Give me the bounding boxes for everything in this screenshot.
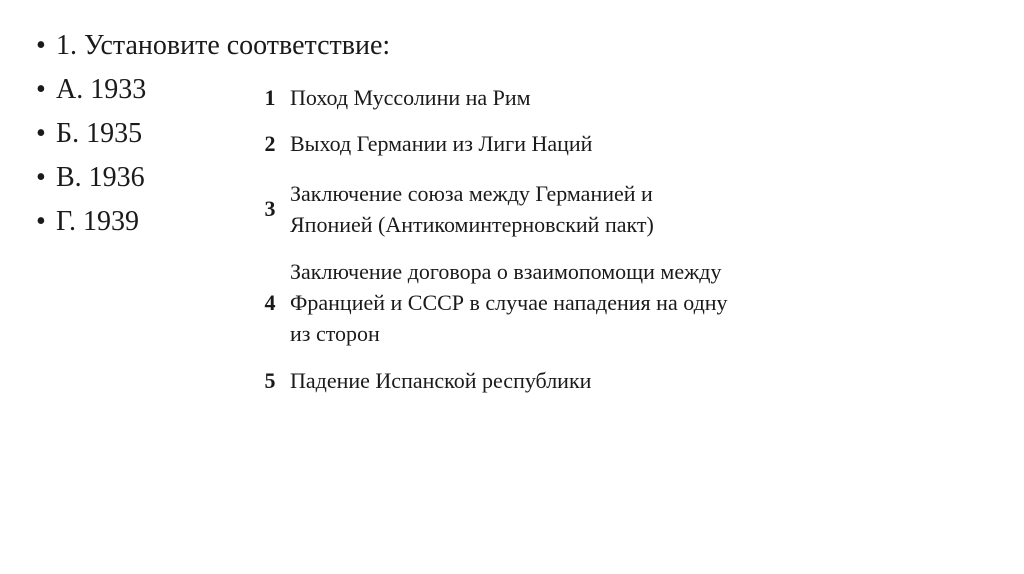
bullet-text: 1. Установите соответствие: [56, 30, 391, 61]
bullet-icon: • [36, 74, 46, 105]
event-text [290, 358, 820, 402]
bullet-item-task [36, 31, 390, 61]
bullet-icon: • [36, 30, 46, 61]
bullet-icon: • [36, 118, 46, 149]
event-line: Францией и СССР в случае нападения на одну [290, 290, 728, 315]
event-row [250, 247, 820, 358]
event-line: Поход Муссолини на Рим [290, 84, 531, 110]
event-line: из сторон [290, 321, 380, 346]
event-line: Выход Германии из Лиги Наций [290, 130, 593, 156]
event-text [290, 116, 820, 170]
event-row [250, 78, 820, 116]
event-line: Заключение договора о взаимопомощи между [290, 259, 722, 284]
event-row [250, 170, 820, 247]
event-number: 4 [264, 290, 276, 315]
event-number: 3 [264, 196, 276, 221]
event-row [250, 358, 820, 402]
event-text [290, 170, 820, 247]
events-table [250, 78, 820, 402]
bullet-icon: • [36, 162, 46, 193]
event-text [290, 247, 820, 358]
event-line: Японией (Антикоминтерновский пакт) [290, 211, 654, 237]
bullet-text: Б. 1935 [56, 118, 143, 149]
event-text [290, 78, 820, 116]
event-row [250, 116, 820, 170]
event-number: 2 [264, 130, 276, 156]
bullet-text: Г. 1939 [56, 206, 140, 237]
event-number: 1 [264, 84, 276, 110]
bullet-text: А. 1933 [56, 74, 147, 105]
bullet-text: В. 1936 [56, 162, 145, 193]
event-line: Заключение союза между Германией и [290, 180, 653, 206]
event-number: 5 [264, 367, 276, 393]
bullet-icon: • [36, 206, 46, 237]
event-line: Падение Испанской республики [290, 367, 592, 393]
